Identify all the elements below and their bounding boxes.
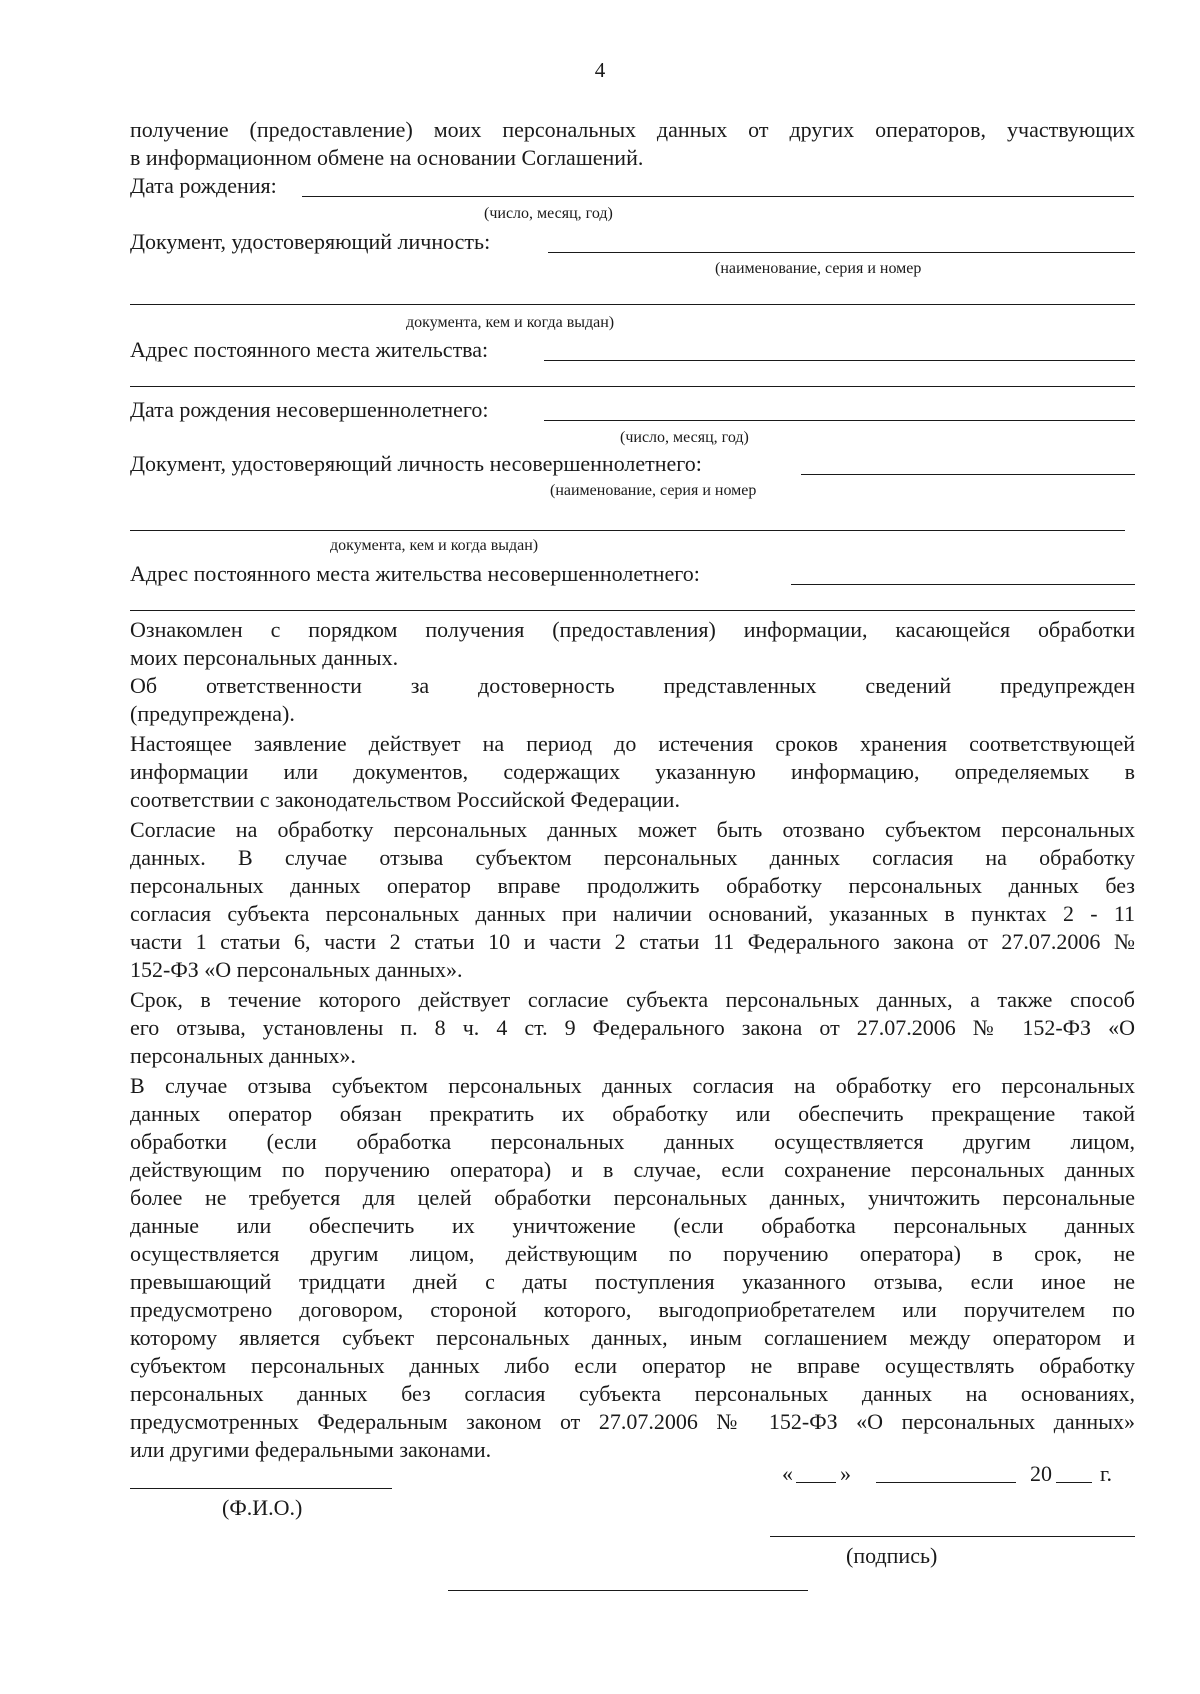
p2-line-1: Об ответственности за достоверность представленных сведений предупрежден [130, 673, 1135, 698]
p6-line-3: обработки (если обработка персональных данных осуществляется другим лицом, [130, 1129, 1135, 1154]
minor-dob-label: Дата рождения несовершеннолетнего: [130, 397, 489, 422]
date-quote-open: « [782, 1461, 793, 1486]
doc-hint-1: (наименование, серия и номер [715, 260, 922, 277]
p5-line-1: Срок, в течение которого действует согласие субъекта персональных данных, а также способ [130, 987, 1135, 1012]
minor-addr-field-line[interactable] [791, 584, 1135, 585]
p1-line-2: моих персональных данных. [130, 645, 399, 670]
p6-line-12: персональных данных без согласия субъекта персональных данных на основаниях, [130, 1381, 1135, 1406]
p6-line-7: осуществляется другим лицом, действующим по поручению оператора) в срок, не [130, 1241, 1135, 1266]
minor-doc-field-line-2[interactable] [130, 530, 1125, 531]
signature-caption: (подпись) [846, 1543, 938, 1568]
closing-rule [448, 1590, 808, 1591]
doc-label: Документ, удостоверяющий личность: [130, 229, 491, 254]
p3-line-2: информации или документов, содержащих указанную информацию, определяемых в [130, 759, 1135, 784]
date-day-line[interactable] [796, 1482, 836, 1483]
addr-field-line[interactable] [544, 360, 1135, 361]
dob-label: Дата рождения: [130, 173, 277, 198]
p4-line-1: Согласие на обработку персональных данных может быть отозвано субъектом персональных [130, 817, 1135, 842]
p3-line-3: соответствии с законодательством Российской Федерации. [130, 787, 680, 812]
doc-hint-2: документа, кем и когда выдан) [406, 314, 615, 331]
minor-addr-label: Адрес постоянного места жительства несовершеннолетнего: [130, 561, 700, 586]
p4-line-4: согласия субъекта персональных данных при наличии оснований, указанных в пунктах 2 - 11 [130, 901, 1135, 926]
p5-line-3: персональных данных». [130, 1043, 356, 1068]
date-year-line[interactable] [1056, 1482, 1092, 1483]
minor-doc-field-line[interactable] [801, 474, 1135, 475]
p6-line-5: более не требуется для целей обработки персональных данных, уничтожить персональные [130, 1185, 1135, 1210]
minor-dob-hint: (число, месяц, год) [620, 429, 749, 446]
page-number: 4 [594, 58, 606, 82]
p6-line-4: действующим по поручению оператора) и в случае, если сохранение персональных данных [130, 1157, 1135, 1182]
signature-field-line[interactable] [770, 1536, 1135, 1537]
minor-doc-hint-1: (наименование, серия и номер [550, 482, 757, 499]
p4-line-5: части 1 статьи 6, части 2 статьи 10 и части 2 статьи 11 Федерального закона от 27.07.2006 № [130, 929, 1135, 954]
p6-line-13: предусмотренных Федеральным законом от 27.07.2006 № 152-ФЗ «О персональных данных» [130, 1409, 1135, 1434]
addr-label: Адрес постоянного места жительства: [130, 337, 489, 362]
addr-field-line-2[interactable] [130, 386, 1135, 387]
p1-line-1: Ознакомлен с порядком получения (предоставления) информации, касающейся обработки [130, 617, 1135, 642]
p6-line-14: или другими федеральными законами. [130, 1437, 492, 1462]
p4-line-2: данных. В случае отзыва субъектом персональных данных согласия на обработку [130, 845, 1135, 870]
minor-doc-hint-2: документа, кем и когда выдан) [330, 537, 539, 554]
date-year-suffix: г. [1100, 1461, 1113, 1486]
p6-line-1: В случае отзыва субъектом персональных данных согласия на обработку его персональных [130, 1073, 1135, 1098]
dob-hint: (число, месяц, год) [484, 205, 613, 222]
dob-field-line[interactable] [302, 196, 1134, 197]
p5-line-2: его отзыва, установлены п. 8 ч. 4 ст. 9 Федерального закона от 27.07.2006 № 152-ФЗ «О [130, 1015, 1135, 1040]
p3-line-1: Настоящее заявление действует на период до истечения сроков хранения соответствующей [130, 731, 1135, 756]
p6-line-2: данных оператор обязан прекратить их обработку или обеспечить прекращение такой [130, 1101, 1135, 1126]
doc-field-line-2[interactable] [130, 304, 1135, 305]
intro-line-1: получение (предоставление) моих персональных данных от других операторов, участвующих [130, 117, 1135, 142]
p6-line-10: которому является субъект персональных данных, иным соглашением между оператором и [130, 1325, 1135, 1350]
minor-addr-field-line-2[interactable] [130, 610, 1135, 611]
p4-line-3: персональных данных оператор вправе продолжить обработку персональных данных без [130, 873, 1135, 898]
minor-dob-field-line[interactable] [544, 420, 1135, 421]
fio-caption: (Ф.И.О.) [222, 1495, 303, 1520]
date-year-prefix: 20 [1030, 1461, 1052, 1486]
minor-doc-label: Документ, удостоверяющий личность несовершеннолетнего: [130, 451, 702, 476]
p6-line-6: данные или обеспечить их уничтожение (если обработка персональных данных [130, 1213, 1135, 1238]
p6-line-8: превышающий тридцати дней с даты поступления указанного отзыва, если иное не [130, 1269, 1135, 1294]
p2-line-2: (предупреждена). [130, 701, 295, 726]
intro-line-2: в информационном обмене на основании Соглашений. [130, 145, 644, 170]
p6-line-11: субъектом персональных данных либо если оператор не вправе осуществлять обработку [130, 1353, 1135, 1378]
p4-line-6: 152-ФЗ «О персональных данных». [130, 957, 463, 982]
doc-field-line[interactable] [548, 252, 1135, 253]
date-month-line[interactable] [876, 1482, 1016, 1483]
fio-field-line[interactable] [130, 1488, 392, 1489]
date-quote-close: » [840, 1461, 851, 1486]
p6-line-9: предусмотрено договором, стороной которого, выгодоприобретателем или поручителем по [130, 1297, 1135, 1322]
